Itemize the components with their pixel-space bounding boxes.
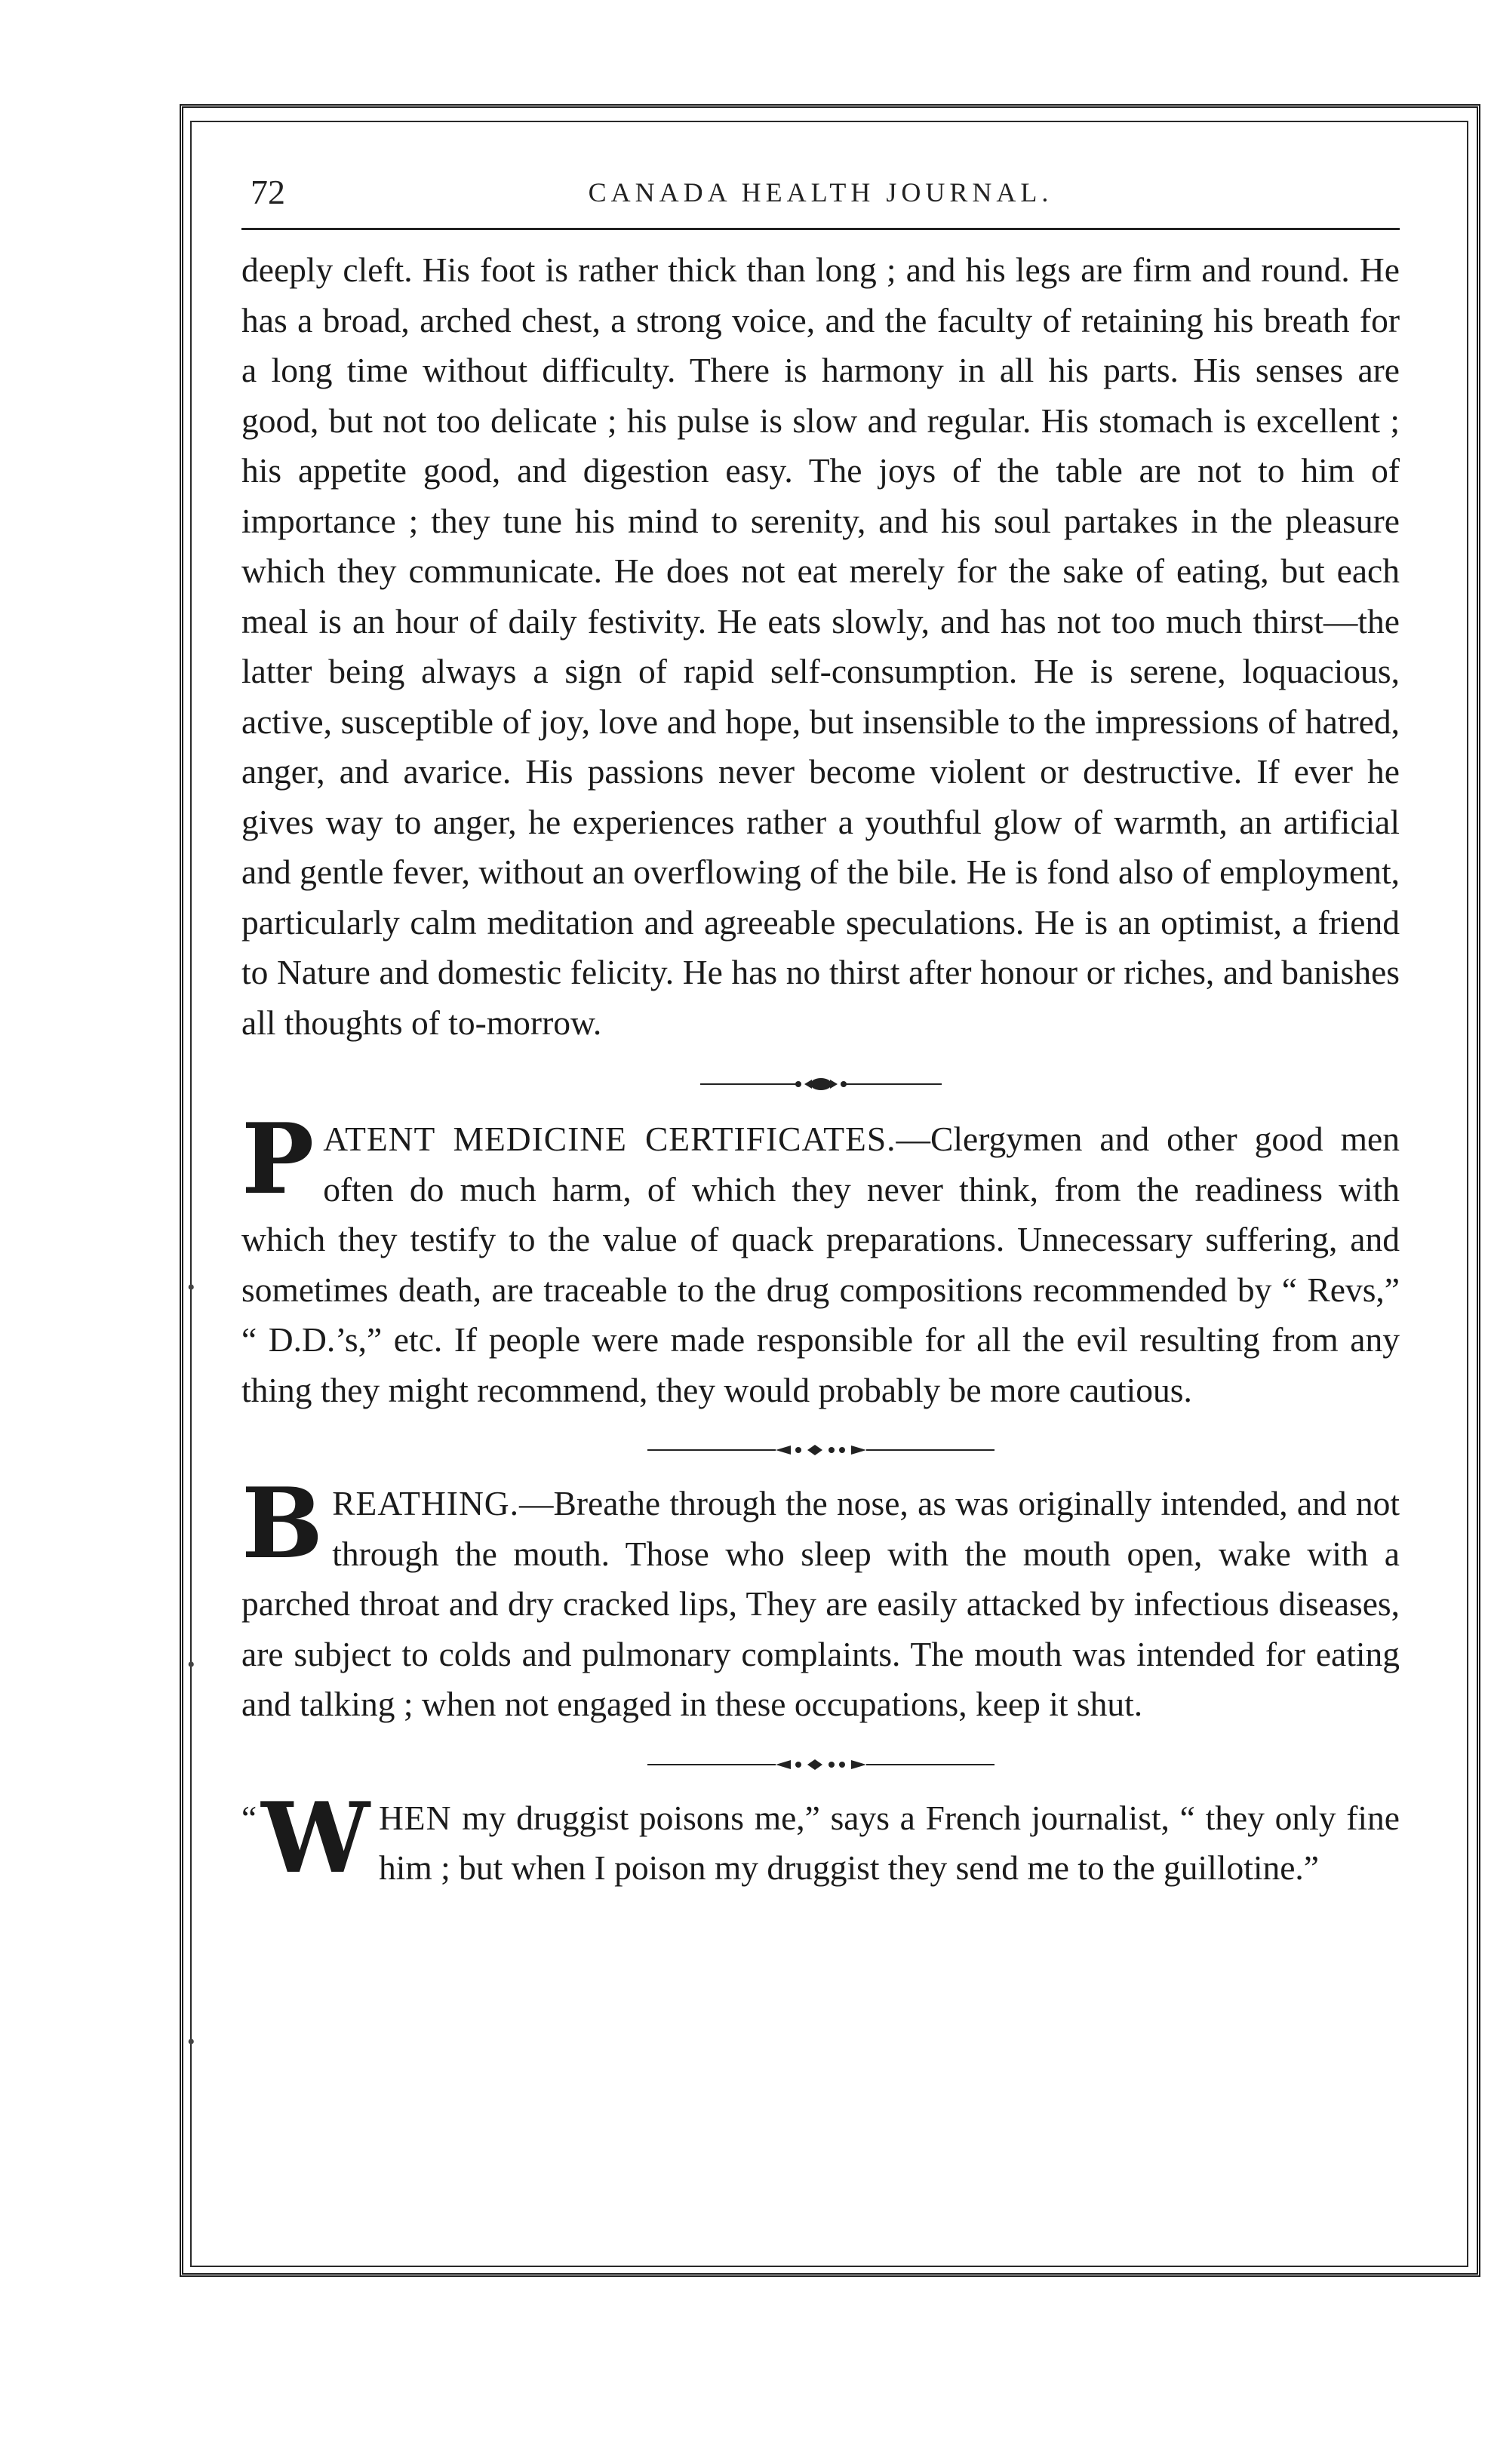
running-head	[241, 166, 1400, 219]
section-divider-ornament	[241, 1441, 1400, 1459]
ornament-flourish	[685, 1074, 957, 1095]
section-divider-ornament	[241, 1074, 1400, 1095]
open-quote: “	[241, 1798, 257, 1837]
margin-mark: •	[187, 1652, 195, 1677]
article-text: —Breathe through the nose, as was originally intended, and not through the mouth. Those who sleep with the mouth open, wake with a parched throat and dry cracked lips, They are easily attacked by infectious diseases, are subject to colds and pulmonary complaints. The mouth was intended for eating and talking ; when not engaged in these occupations, keep it shut.	[241, 1484, 1400, 1723]
drop-cap: P	[241, 1103, 315, 1216]
ornament-flourish	[640, 1441, 1002, 1459]
margin-mark: •	[187, 1275, 195, 1300]
article-breathing	[241, 1467, 1400, 1730]
article-patent-medicine	[241, 1103, 1400, 1415]
ornament-flourish	[640, 1756, 1002, 1774]
journal-title: CANADA HEALTH JOURNAL.	[588, 177, 1053, 207]
continued-paragraph: deeply cleft. His foot is rather thick than long ; and his legs are firm and round. He has a broad, arched chest, a strong voice, and the faculty of retaining his breath for a long time without difficulty. There is harmony in all his parts. His senses are good, but not too delicate ; his pulse is slow and regular. His stomach is excellent ; his appetite good, and digestion easy. The joys of the table are not to him of importance ; they tune his mind to serenity, and his soul partakes in the pleasure which they communicate. He does not eat merely for the sake of eating, but each meal is an hour of daily festivity. He eats slowly, and has not too much thirst—the latter being always a sign of rapid self-consumption. He is serene, loquacious, active, susceptible of joy, love and hope, but insensible to the impressions of hatred, anger, and avarice. His passions never become violent or destructive. If ever he gives way to anger, he experiences rather a youthful glow of warmth, an artificial and gentle fever, without an overflowing of the bile. He is fond also of employment, particularly calm meditation and agreeable speculations. He is an optimist, a friend to Nature and domestic felicity. He has no thirst after honour or riches, and banishes all thoughts of to-morrow.	[241, 250, 1400, 1042]
section-divider-ornament	[241, 1756, 1400, 1774]
article-text: my druggist poisons me,” says a French journalist, “ they only fine him ; but when I poison my druggist they send me to the guillotine.”	[378, 1798, 1400, 1887]
article-druggist-quote	[241, 1781, 1400, 1895]
article-heading: ATENT MEDICINE CERTIFICATES.	[323, 1120, 896, 1158]
margin-mark: •	[187, 2029, 195, 2054]
article-text: —Clergymen and other good men often do much harm, of which they never think, from the readiness with which they testify to the value of quack preparations. Unnecessary suffering, and sometimes death, are traceable to the drug compositions recommended by “ Revs,” “ D.D.’s,” etc. If people were made responsible for all the evil resulting from any thing they might recommend, they would probably be more cautious.	[241, 1120, 1400, 1409]
article-heading: HEN	[378, 1798, 452, 1837]
page-number: 72	[251, 173, 285, 211]
article-heading: REATHING.	[332, 1484, 520, 1522]
drop-cap: W	[261, 1781, 370, 1895]
drop-cap: B	[241, 1467, 324, 1581]
header-rule	[241, 228, 1400, 230]
journal-page	[241, 166, 1400, 1894]
